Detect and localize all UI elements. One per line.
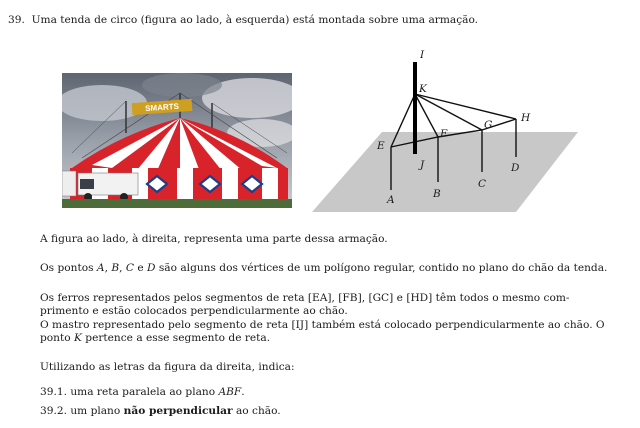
paragraph-3-line-3: O mastro representado pelo segmento de reta [IJ] também está colocado perpendicularmente ao chão. O — [40, 319, 605, 331]
paragraph-2: Os pontos A, B, C e D são alguns dos vértices de um polígono regular, contido no plano do chão da tenda. — [40, 262, 608, 274]
circus-tent-illustration — [62, 73, 292, 208]
label-B: B — [433, 188, 441, 200]
problem-intro: Uma tenda de circo (figura ao lado, à esquerda) está montada sobre uma armação. — [31, 14, 479, 26]
label-K: K — [419, 83, 427, 95]
label-I: I — [420, 49, 425, 61]
grass — [62, 199, 292, 208]
paragraph-3-line-4: ponto K pertence a esse segmento de reta. — [40, 332, 271, 344]
problem-header — [8, 14, 478, 27]
paragraph-3-line-1: Os ferros representados pelos segmentos de reta [EA], [FB], [GC] e [HD] têm todos o mesmo com- — [40, 292, 570, 304]
label-C: C — [478, 178, 487, 190]
label-H: H — [521, 112, 531, 124]
label-F: F — [440, 128, 448, 140]
problem-number: 39. — [8, 14, 25, 26]
question-39-2: 39.2. um plano não perpendicular ao chão. — [40, 405, 281, 417]
label-D: D — [511, 162, 520, 174]
label-G: G — [484, 119, 493, 131]
paragraph-4: Utilizando as letras da figura da direita, indica: — [40, 361, 295, 373]
armacao-diagram — [302, 42, 588, 220]
geometry-diagram — [302, 42, 588, 220]
label-A: A — [387, 194, 395, 206]
question-39-1: 39.1. uma reta paralela ao plano ABF. — [40, 386, 245, 398]
label-E: E — [377, 140, 385, 152]
floor-plane — [312, 132, 578, 212]
circus-tent-photo — [62, 73, 292, 208]
tent-sign-text: SMARTS — [144, 101, 180, 114]
paragraph-1: A figura ao lado, à direita, representa uma parte dessa armação. — [40, 233, 388, 245]
paragraph-3-line-2: primento e estão colocados perpendicularmente ao chão. — [40, 305, 348, 317]
label-J: J — [420, 159, 425, 171]
